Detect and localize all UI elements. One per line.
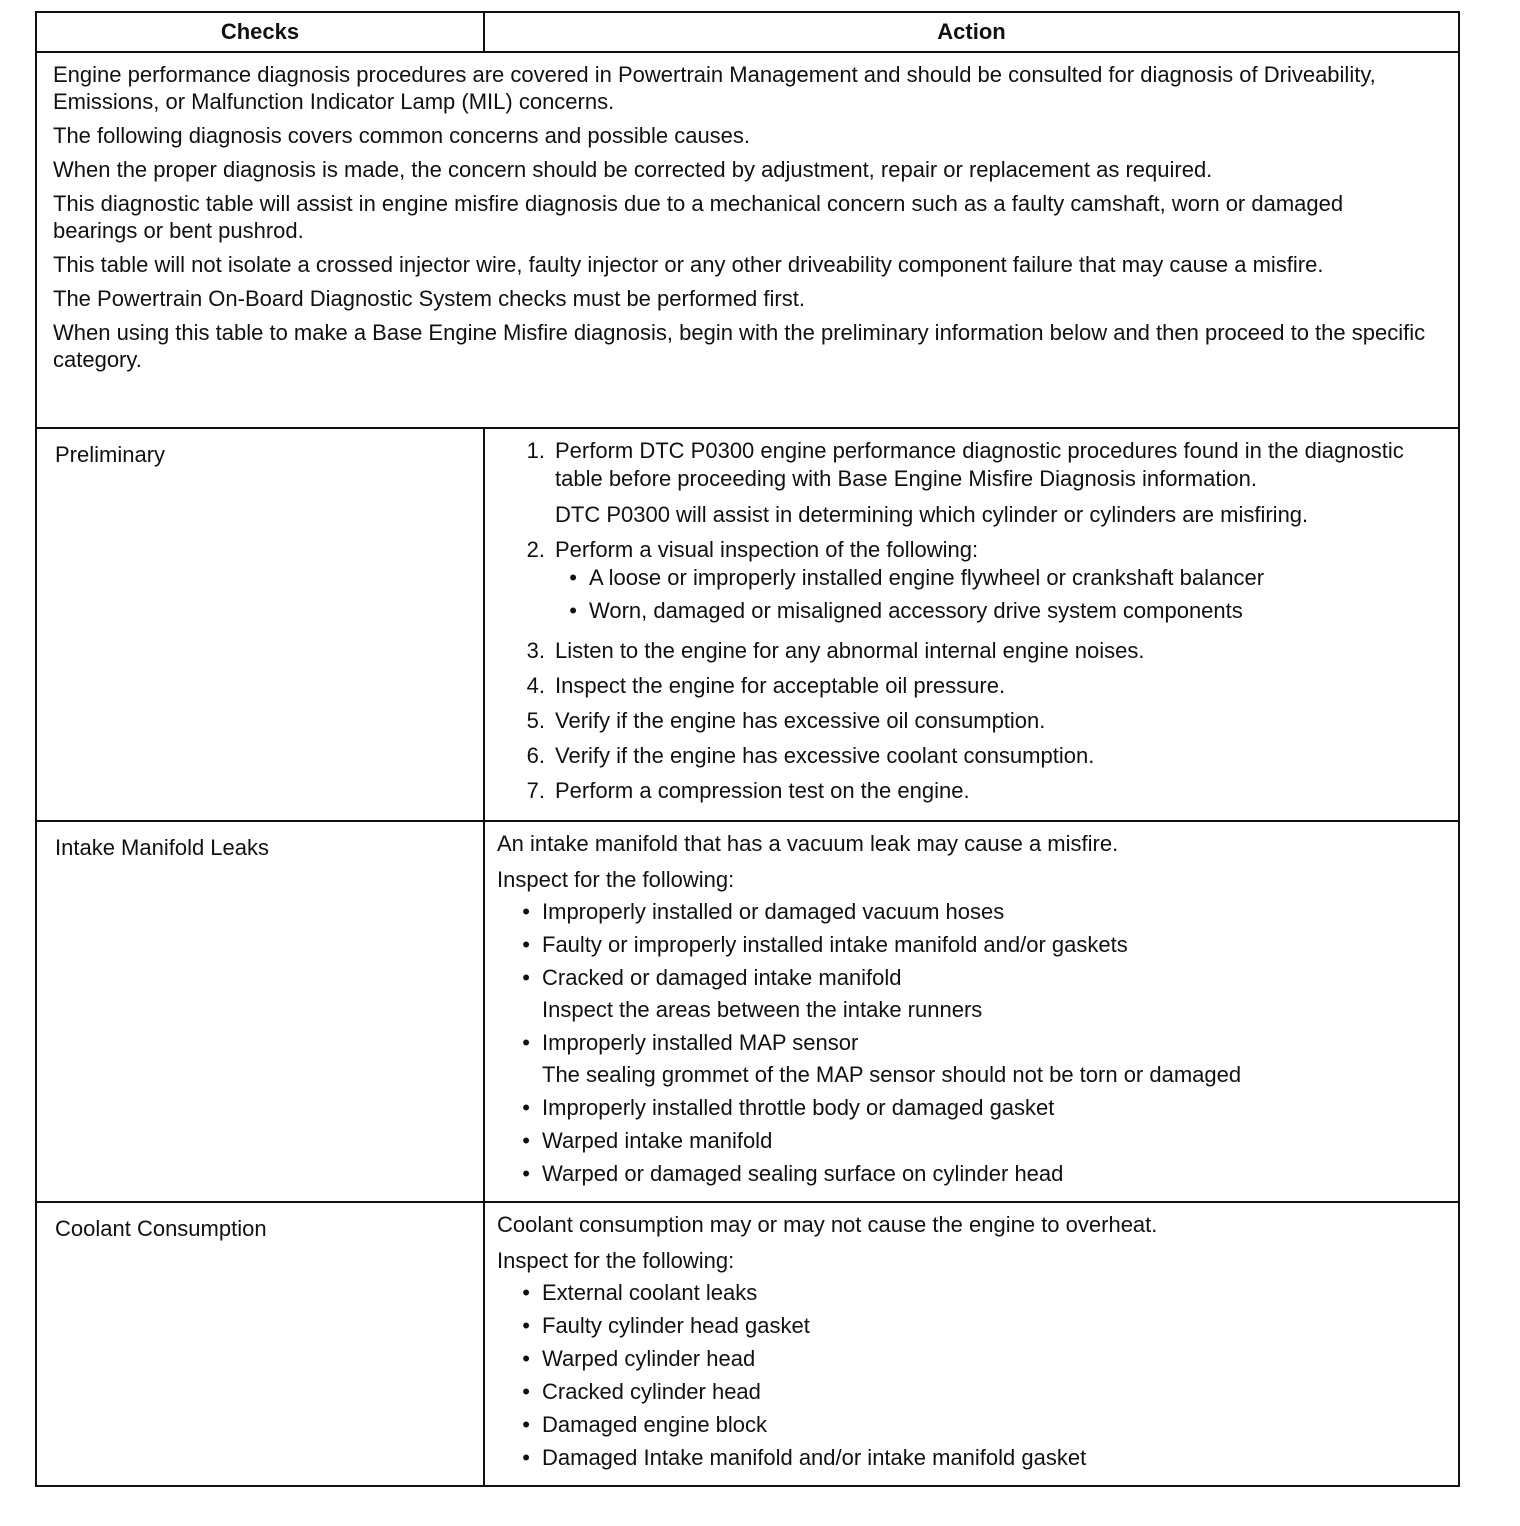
step-number: 4. (526, 673, 545, 698)
intake-bullets (497, 898, 1438, 1188)
bullet-icon: • (569, 565, 577, 590)
action-lead: Coolant consumption may or may not cause the engine to overheat. (497, 1212, 1158, 1237)
bullet-icon: • (522, 1128, 530, 1153)
table-row-preliminary (36, 428, 1459, 821)
step-text: Verify if the engine has excessive coolant consumption. (555, 743, 1095, 768)
step-item (497, 742, 1438, 770)
preliminary-steps (497, 437, 1438, 805)
list-item (497, 1094, 1438, 1122)
action-cell (484, 821, 1459, 1202)
diagnosis-table (35, 11, 1460, 1487)
intro-paragraph: When using this table to make a Base Engine Misfire diagnosis, begin with the preliminary information below and then proceed to the specific category. (53, 320, 1426, 372)
check-label-coolant: Coolant Consumption (55, 1216, 267, 1241)
intro-cell (36, 52, 1459, 428)
inspect-label: Inspect for the following: (497, 1248, 735, 1273)
step-bullets (555, 564, 1438, 625)
checks-cell (36, 1202, 484, 1486)
list-item (497, 1345, 1438, 1373)
step-text: Inspect the engine for acceptable oil pressure. (555, 673, 1006, 698)
step-item (497, 672, 1438, 700)
list-item (497, 898, 1438, 926)
list-item (497, 1411, 1438, 1439)
step-number: 3. (526, 638, 545, 663)
step-item (497, 707, 1438, 735)
bullet-icon: • (522, 899, 530, 924)
step-item (497, 536, 1438, 630)
bullet-icon: • (522, 1412, 530, 1437)
bullet-icon: • (522, 1030, 530, 1055)
list-item (497, 1312, 1438, 1340)
bullet-text: Improperly installed or damaged vacuum hoses (542, 899, 1005, 924)
header-action: Action (484, 12, 1459, 52)
bullet-icon: • (522, 965, 530, 990)
list-item (555, 564, 1438, 592)
step-text: Perform DTC P0300 engine performance diagnostic procedures found in the diagnostic table before proceeding with Base Engine Misfire Diagnosis information. (555, 438, 1404, 491)
list-item (497, 1029, 1438, 1089)
bullet-text: Warped cylinder head (542, 1346, 756, 1371)
bullet-note: Inspect the areas between the intake runners (542, 997, 983, 1022)
bullet-icon: • (522, 1313, 530, 1338)
bullet-text: Improperly installed throttle body or damaged gasket (542, 1095, 1055, 1120)
step-text: Listen to the engine for any abnormal internal engine noises. (555, 638, 1145, 663)
list-item (497, 1127, 1438, 1155)
step-item (497, 777, 1438, 805)
bullet-text: Improperly installed MAP sensor (542, 1030, 859, 1055)
step-item (497, 437, 1438, 529)
bullet-text: External coolant leaks (542, 1280, 758, 1305)
step-number: 5. (526, 708, 545, 733)
action-lead: An intake manifold that has a vacuum leak may cause a misfire. (497, 831, 1119, 856)
bullet-icon: • (522, 1346, 530, 1371)
bullet-text: Cracked cylinder head (542, 1379, 761, 1404)
header-row (36, 12, 1459, 52)
action-cell (484, 1202, 1459, 1486)
table-row-intake (36, 821, 1459, 1202)
step-number: 7. (526, 778, 545, 803)
step-text: Perform a compression test on the engine. (555, 778, 970, 803)
bullet-text: Faulty or improperly installed intake manifold and/or gaskets (542, 932, 1128, 957)
bullet-text: Cracked or damaged intake manifold (542, 965, 902, 990)
header-checks: Checks (36, 12, 484, 52)
intro-row (36, 52, 1459, 428)
step-number: 1. (526, 438, 545, 463)
bullet-text: Damaged Intake manifold and/or intake manifold gasket (542, 1445, 1087, 1470)
intro-paragraph: The Powertrain On-Board Diagnostic System checks must be performed first. (53, 286, 805, 311)
bullet-icon: • (522, 1445, 530, 1470)
bullet-icon: • (522, 1280, 530, 1305)
bullet-text: A loose or improperly installed engine flywheel or crankshaft balancer (589, 565, 1265, 590)
bullet-icon: • (522, 1379, 530, 1404)
list-item (497, 1444, 1438, 1472)
list-item (497, 1279, 1438, 1307)
list-item (497, 964, 1438, 1024)
bullet-icon: • (522, 932, 530, 957)
step-text: Verify if the engine has excessive oil consumption. (555, 708, 1046, 733)
coolant-bullets (497, 1279, 1438, 1472)
bullet-text: Damaged engine block (542, 1412, 768, 1437)
checks-cell (36, 428, 484, 821)
check-label-intake: Intake Manifold Leaks (55, 835, 270, 860)
step-item (497, 637, 1438, 665)
list-item (497, 1160, 1438, 1188)
checks-cell (36, 821, 484, 1202)
intro-paragraph: When the proper diagnosis is made, the concern should be corrected by adjustment, repair or replacement as required. (53, 157, 1213, 182)
intro-paragraph: This diagnostic table will assist in engine misfire diagnosis due to a mechanical concern such as a faulty camshaft, worn or damaged bearings or bent pushrod. (53, 191, 1344, 243)
bullet-text: Worn, damaged or misaligned accessory drive system components (589, 598, 1243, 623)
table-row-coolant (36, 1202, 1459, 1486)
intro-paragraph: The following diagnosis covers common concerns and possible causes. (53, 123, 751, 148)
step-number: 6. (526, 743, 545, 768)
inspect-label: Inspect for the following: (497, 867, 735, 892)
step-number: 2. (526, 537, 545, 562)
intro-paragraph: Engine performance diagnosis procedures are covered in Powertrain Management and should be consulted for diagnosis of Driveability, Emissions, or Malfunction Indicator Lamp (MIL) concerns. (53, 62, 1376, 114)
bullet-text: Warped or damaged sealing surface on cylinder head (542, 1161, 1064, 1186)
list-item (497, 931, 1438, 959)
list-item (555, 597, 1438, 625)
bullet-note: The sealing grommet of the MAP sensor should not be torn or damaged (542, 1062, 1242, 1087)
intro-paragraph: This table will not isolate a crossed injector wire, faulty injector or any other driveability component failure that may cause a misfire. (53, 252, 1324, 277)
bullet-text: Warped intake manifold (542, 1128, 773, 1153)
bullet-icon: • (522, 1095, 530, 1120)
action-cell (484, 428, 1459, 821)
check-label-preliminary: Preliminary (55, 442, 166, 467)
step-text: Perform a visual inspection of the following: (555, 537, 979, 562)
list-item (497, 1378, 1438, 1406)
step-note: DTC P0300 will assist in determining which cylinder or cylinders are misfiring. (555, 502, 1309, 527)
bullet-icon: • (522, 1161, 530, 1186)
bullet-icon: • (569, 598, 577, 623)
bullet-text: Faulty cylinder head gasket (542, 1313, 810, 1338)
